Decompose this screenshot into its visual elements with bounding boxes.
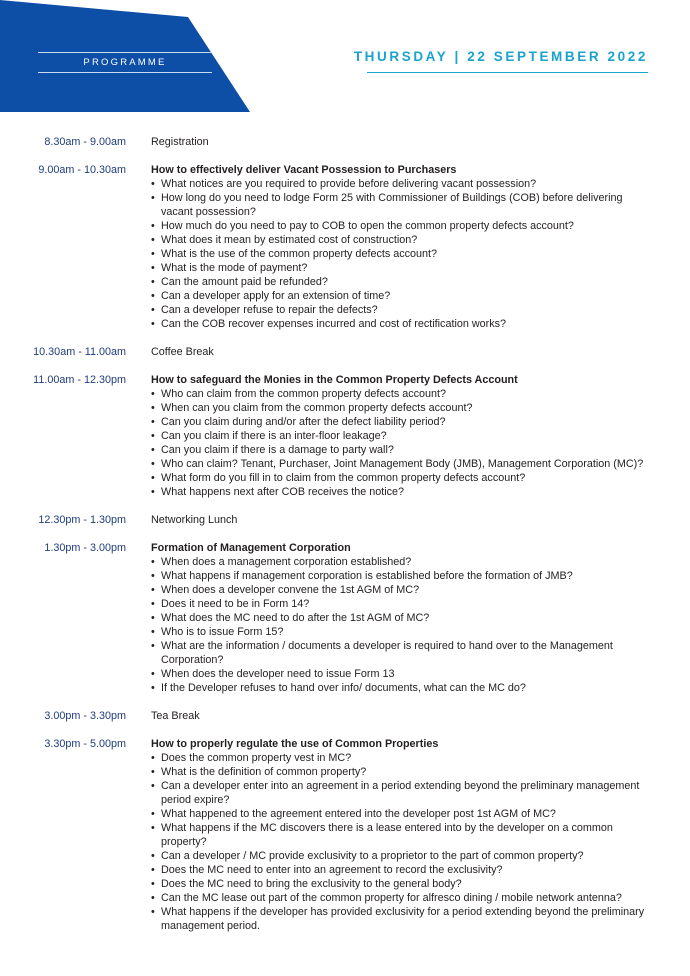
topic-item: • What is the definition of common property? [151, 765, 656, 779]
topic-item: • What happens if management corporation is established before the formation of JMB? [151, 569, 656, 583]
topic-item: • What is the mode of payment? [151, 261, 656, 275]
topic-item: • What does it mean by estimated cost of construction? [151, 233, 656, 247]
session-body [151, 541, 656, 695]
session-time: 10.30am - 11.00am [33, 346, 126, 358]
session-title: How to properly regulate the use of Common Properties [151, 738, 439, 750]
topic-item: • Does the MC need to enter into an agreement to record the exclusivity? [151, 863, 656, 877]
agenda [0, 135, 690, 947]
session-title: Networking Lunch [151, 514, 238, 526]
session-body [151, 345, 656, 359]
session-topic-list [151, 177, 656, 331]
topic-item: • Who can claim? Tenant, Purchaser, Joint Management Body (JMB), Management Corporation (MC)? [151, 457, 656, 471]
topic-item: • What happens if the developer has provided exclusivity for a period extending beyond the preliminary management period. [151, 905, 656, 933]
agenda-session [0, 373, 690, 499]
topic-item: • How much do you need to pay to COB to open the common property defects account? [151, 219, 656, 233]
agenda-session [0, 163, 690, 331]
session-topic-list [151, 751, 656, 933]
topic-item: • Can the MC lease out part of the common property for alfresco dining / mobile network antenna? [151, 891, 656, 905]
session-body [151, 373, 656, 499]
topic-item: • What is the use of the common property defects account? [151, 247, 656, 261]
topic-item: • What happens if the MC discovers there is a lease entered into by the developer on a common property? [151, 821, 656, 849]
banner-rule-bottom [38, 72, 212, 73]
topic-item: • Can the amount paid be refunded? [151, 275, 656, 289]
topic-item: • If the Developer refuses to hand over info/ documents, what can the MC do? [151, 681, 656, 695]
agenda-session [0, 513, 690, 527]
topic-item: • Can you claim during and/or after the defect liability period? [151, 415, 656, 429]
session-title: Coffee Break [151, 346, 214, 358]
session-time: 8.30am - 9.00am [44, 136, 126, 148]
topic-item: • Can you claim if there is an inter-floor leakage? [151, 429, 656, 443]
agenda-session [0, 541, 690, 695]
agenda-session [0, 345, 690, 359]
topic-item: • Can a developer refuse to repair the defects? [151, 303, 656, 317]
topic-item: • Can a developer apply for an extension of time? [151, 289, 656, 303]
topic-item: • What happens next after COB receives the notice? [151, 485, 656, 499]
session-time: 3.00pm - 3.30pm [44, 710, 126, 722]
session-title: Tea Break [151, 710, 200, 722]
session-body [151, 513, 656, 527]
topic-item: • When does the developer need to issue Form 13 [151, 667, 656, 681]
topic-item: • Can a developer / MC provide exclusivity to a proprietor to the part of common property? [151, 849, 656, 863]
session-time: 12.30pm - 1.30pm [38, 514, 126, 526]
topic-item: • Can the COB recover expenses incurred and cost of rectification works? [151, 317, 656, 331]
programme-label: PROGRAMME [83, 57, 167, 68]
topic-item: • When does a developer convene the 1st AGM of MC? [151, 583, 656, 597]
agenda-session [0, 709, 690, 723]
session-title: Formation of Management Corporation [151, 542, 351, 554]
topic-item: • What notices are you required to provide before delivering vacant possession? [151, 177, 656, 191]
date-rule [367, 72, 648, 73]
session-topic-list [151, 387, 656, 499]
session-time: 1.30pm - 3.00pm [44, 542, 126, 554]
topic-item: • Does the common property vest in MC? [151, 751, 656, 765]
topic-item: • When can you claim from the common property defects account? [151, 401, 656, 415]
session-title: How to effectively deliver Vacant Possession to Purchasers [151, 164, 457, 176]
topic-item: • How long do you need to lodge Form 25 with Commissioner of Buildings (COB) before delivering vacant possession? [151, 191, 656, 219]
topic-item: • What happened to the agreement entered into the developer post 1st AGM of MC? [151, 807, 656, 821]
session-body [151, 163, 656, 331]
topic-item: • What does the MC need to do after the 1st AGM of MC? [151, 611, 656, 625]
agenda-session [0, 737, 690, 933]
session-time: 11.00am - 12.30pm [33, 374, 126, 386]
topic-item: • What are the information / documents a developer is required to hand over to the Management Corporation? [151, 639, 656, 667]
session-body [151, 135, 656, 149]
header-banner [0, 0, 250, 112]
topic-item: • Can a developer enter into an agreement in a period extending beyond the preliminary management period expire? [151, 779, 656, 807]
topic-item: • When does a management corporation established? [151, 555, 656, 569]
session-time: 9.00am - 10.30am [38, 164, 126, 176]
topic-item: • Can you claim if there is a damage to party wall? [151, 443, 656, 457]
topic-item: • Who can claim from the common property defects account? [151, 387, 656, 401]
topic-item: • What form do you fill in to claim from the common property defects account? [151, 471, 656, 485]
session-title: How to safeguard the Monies in the Common Property Defects Account [151, 374, 518, 386]
session-title: Registration [151, 136, 209, 148]
banner-rule-top [38, 52, 212, 53]
topic-item: • Who is to issue Form 15? [151, 625, 656, 639]
topic-item: • Does the MC need to bring the exclusivity to the general body? [151, 877, 656, 891]
session-body [151, 709, 656, 723]
agenda-session [0, 135, 690, 149]
topic-item: • Does it need to be in Form 14? [151, 597, 656, 611]
session-body [151, 737, 656, 933]
date-heading: THURSDAY | 22 SEPTEMBER 2022 [353, 49, 648, 64]
session-topic-list [151, 555, 656, 695]
session-time: 3.30pm - 5.00pm [44, 738, 126, 750]
